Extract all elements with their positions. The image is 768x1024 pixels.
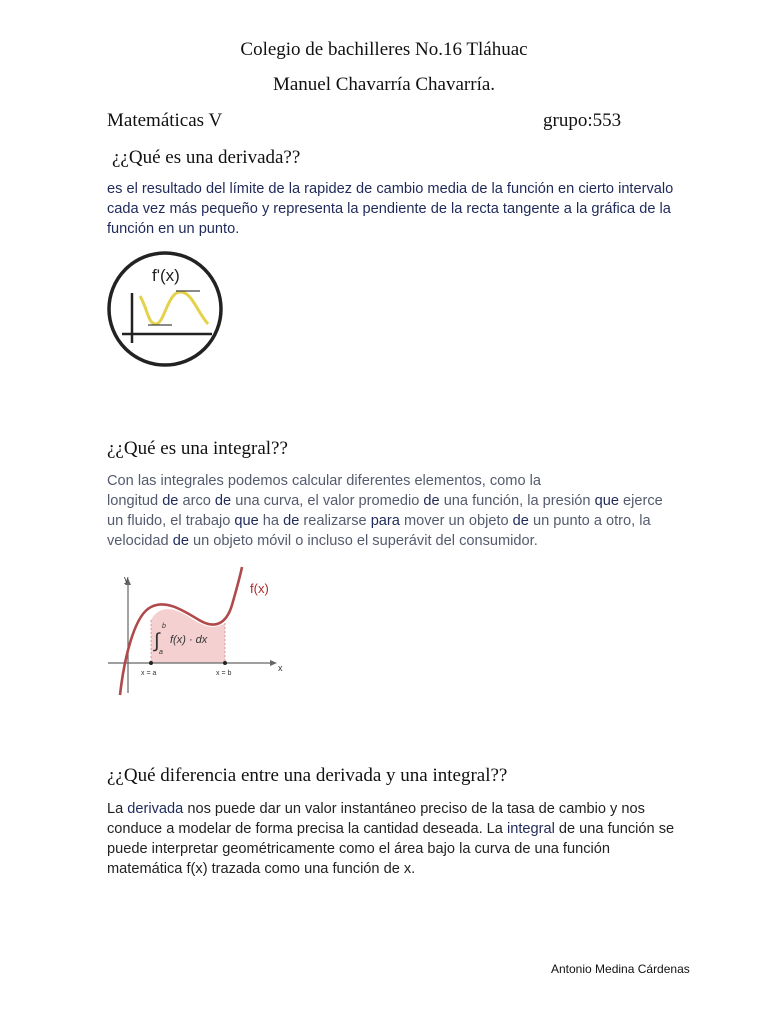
footer-signature: Antonio Medina Cárdenas — [551, 962, 690, 976]
integral-x-arrow — [270, 660, 277, 666]
derivada-line-1: es el resultado del límite de la rapidez de cambio media de la función en cierto intervalo — [107, 181, 674, 197]
integral-tick-a: x = a — [141, 670, 157, 677]
integral-integrand: f(x) · dx — [170, 634, 208, 646]
integral-line-2: longitud de arco de una curva, el valor promedio de una función, la presión que ejerce — [107, 493, 663, 509]
integral-lower-bound: a — [159, 649, 163, 656]
integral-question: ¿¿Qué es una integral?? — [107, 438, 288, 459]
diferencia-definition — [107, 799, 707, 879]
school-title: Colegio de bachilleres No.16 Tláhuac — [240, 39, 528, 60]
subject-label: Matemáticas V — [107, 110, 223, 131]
integral-line-1: Con las integrales podemos calcular diferentes elementos, como la — [107, 473, 541, 489]
diferencia-line-4: matemática f(x) trazada como una función de x. — [107, 861, 416, 877]
integral-tick-b: x = b — [216, 670, 232, 677]
integral-point-b — [223, 661, 227, 665]
integral-line-4: velocidad de un objeto móvil o incluso el superávit del consumidor. — [107, 533, 538, 549]
integral-upper-bound: b — [162, 623, 166, 630]
integral-y-label: y — [124, 574, 129, 584]
integral-sign: ∫ — [154, 630, 160, 652]
diferencia-line-1: La derivada nos puede dar un valor instantáneo preciso de la tasa de cambio y nos — [107, 801, 645, 817]
derivative-label: f'(x) — [152, 266, 180, 285]
diferencia-question: ¿¿Qué diferencia entre una derivada y una integral?? — [107, 765, 508, 786]
integral-definition — [107, 471, 707, 551]
author-name: Manuel Chavarría Chavarría. — [272, 74, 496, 95]
derivative-figure — [104, 248, 226, 370]
integral-figure — [104, 565, 294, 700]
integral-x-label: x — [278, 663, 283, 673]
derivada-definition — [107, 179, 707, 239]
integral-line-3: un fluido, el trabajo que ha de realizarse para mover un objeto de un punto a otro, la — [107, 513, 651, 529]
derivada-line-3: función en un punto. — [107, 221, 240, 237]
integral-point-a — [149, 661, 153, 665]
derivada-question: ¿¿Qué es una derivada?? — [112, 147, 301, 168]
diferencia-line-3: puede interpretar geométricamente como el área bajo la curva de una función — [107, 841, 610, 857]
group-label: grupo:553 — [543, 110, 622, 131]
integral-function-label: f(x) — [250, 581, 269, 596]
diferencia-line-2: conduce a modelar de forma precisa la cantidad deseada. La integral de una función se — [107, 821, 675, 837]
derivada-line-2: cada vez más pequeño y representa la pendiente de la recta tangente a la gráfica de la — [107, 201, 671, 217]
